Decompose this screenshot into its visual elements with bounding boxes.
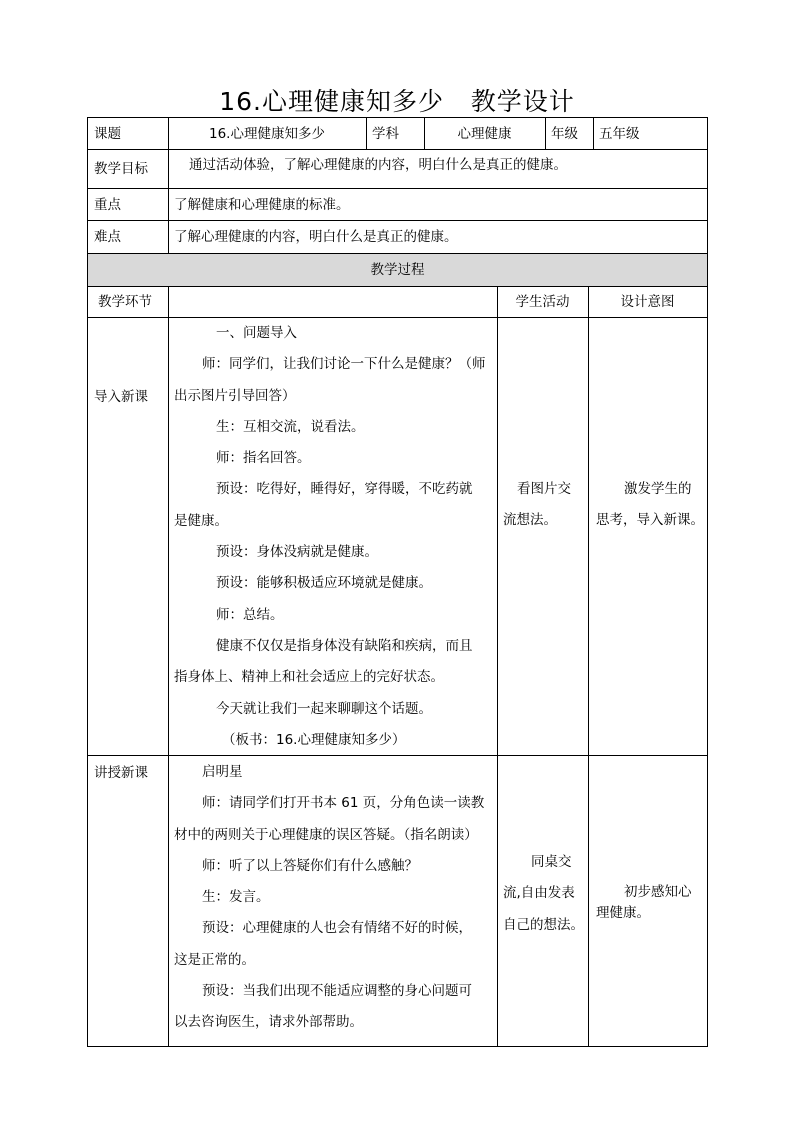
intent-line: 初步感知心 (624, 884, 692, 900)
col-intent-header: 设计意图 (620, 294, 675, 310)
lesson-student-activity (503, 847, 584, 941)
intent-line: 思考，导入新课。 (596, 512, 704, 529)
content-line: 这是正常的。 (174, 951, 255, 968)
row-line (87, 253, 708, 254)
content-line: 今天就让我们一起来聊聊这个话题。 (216, 700, 432, 717)
row-line (87, 188, 708, 189)
row-line (87, 149, 708, 150)
grade-value: 五年级 (599, 126, 640, 142)
col-line (366, 117, 367, 150)
content-line: 预设：当我们出现不能适应调整的身心问题可 (202, 983, 472, 1000)
content-line: 指身体上、精神上和社会适应上的完好状态。 (174, 669, 444, 686)
content-line: 健康不仅仅是指身体没有缺陷和疾病，而且 (216, 637, 473, 654)
intent-line: 激发学生的 (624, 481, 692, 497)
subject-label: 学科 (372, 126, 399, 142)
content-line: 师：同学们，让我们讨论一下什么是健康？（师 (202, 356, 486, 373)
content-line: 以去咨询医生，请求外部帮助。 (174, 1014, 363, 1031)
goal-label: 教学目标 (94, 161, 148, 177)
stage-intro: 导入新课 (94, 389, 148, 405)
lesson-design-intent (596, 882, 692, 924)
intro-content (174, 318, 486, 756)
key-label: 重点 (94, 197, 121, 213)
content-line: 预设：吃得好，睡得好，穿得暖，不吃药就 (216, 481, 473, 498)
difficulty-label: 难点 (94, 229, 121, 245)
student-line: 流,自由发表 (503, 885, 575, 902)
content-line: 师：指名回答。 (216, 450, 311, 467)
row-line (87, 1046, 708, 1047)
content-line: 师：请同学们打开书本 61 页，分角色读一读教 (202, 795, 485, 812)
row-line (87, 117, 708, 118)
col-line (168, 286, 169, 1047)
content-line: 师：听了以上答疑你们有什么感触？ (202, 857, 418, 874)
content-line: 预设：能够积极适应环境就是健康。 (216, 575, 432, 592)
student-line: 同桌交 (531, 854, 572, 870)
content-line: 预设：心理健康的人也会有情绪不好的时候， (202, 920, 472, 937)
difficulty-value: 了解心理健康的内容，明白什么是真正的健康。 (174, 229, 458, 245)
col-line (87, 117, 88, 1047)
subject-value: 心理健康 (457, 126, 512, 142)
student-line: 看图片交 (517, 481, 571, 497)
topic-label: 课题 (94, 126, 121, 142)
col-line (588, 286, 589, 1047)
grade-label: 年级 (551, 126, 578, 142)
col-student-header: 学生活动 (515, 294, 570, 310)
intent-line: 理健康。 (596, 905, 650, 921)
lesson-content (174, 757, 484, 1039)
student-line: 自己的想法。 (503, 916, 584, 933)
col-line (545, 117, 546, 150)
content-line: 材中的两则关于心理健康的误区答疑。（指名朗读） (174, 826, 478, 843)
stage-new-lesson: 讲授新课 (94, 765, 148, 781)
col-line (707, 117, 708, 1047)
intro-student-activity (503, 474, 571, 537)
goal-value: 通过活动体验，了解心理健康的内容，明白什么是真正的健康。 (189, 157, 567, 173)
student-line: 流想法。 (503, 512, 557, 529)
content-line: 启明星 (202, 764, 243, 780)
col-stage-header: 教学环节 (98, 294, 152, 310)
intro-design-intent (596, 474, 704, 537)
topic-value: 16.心理健康知多少 (209, 126, 325, 142)
process-header: 教学过程 (370, 262, 425, 278)
content-line: 一、问题导入 (216, 325, 297, 341)
content-line: 生：发言。 (202, 889, 270, 906)
content-line: 出示图片引导回答） (174, 387, 296, 404)
content-line: 是健康。 (174, 512, 228, 529)
col-line (593, 117, 594, 150)
content-line: 师：总结。 (216, 606, 284, 623)
key-value: 了解健康和心理健康的标准。 (174, 197, 350, 213)
page-title: 16.心理健康知多少 教学设计 (219, 87, 575, 116)
col-line (497, 286, 498, 1047)
row-line (87, 286, 708, 287)
content-line: 生：互相交流，说看法。 (216, 418, 365, 435)
content-line: （板书：16.心理健康知多少） (222, 731, 406, 748)
row-line (87, 220, 708, 221)
content-line: 预设：身体没病就是健康。 (216, 544, 378, 561)
